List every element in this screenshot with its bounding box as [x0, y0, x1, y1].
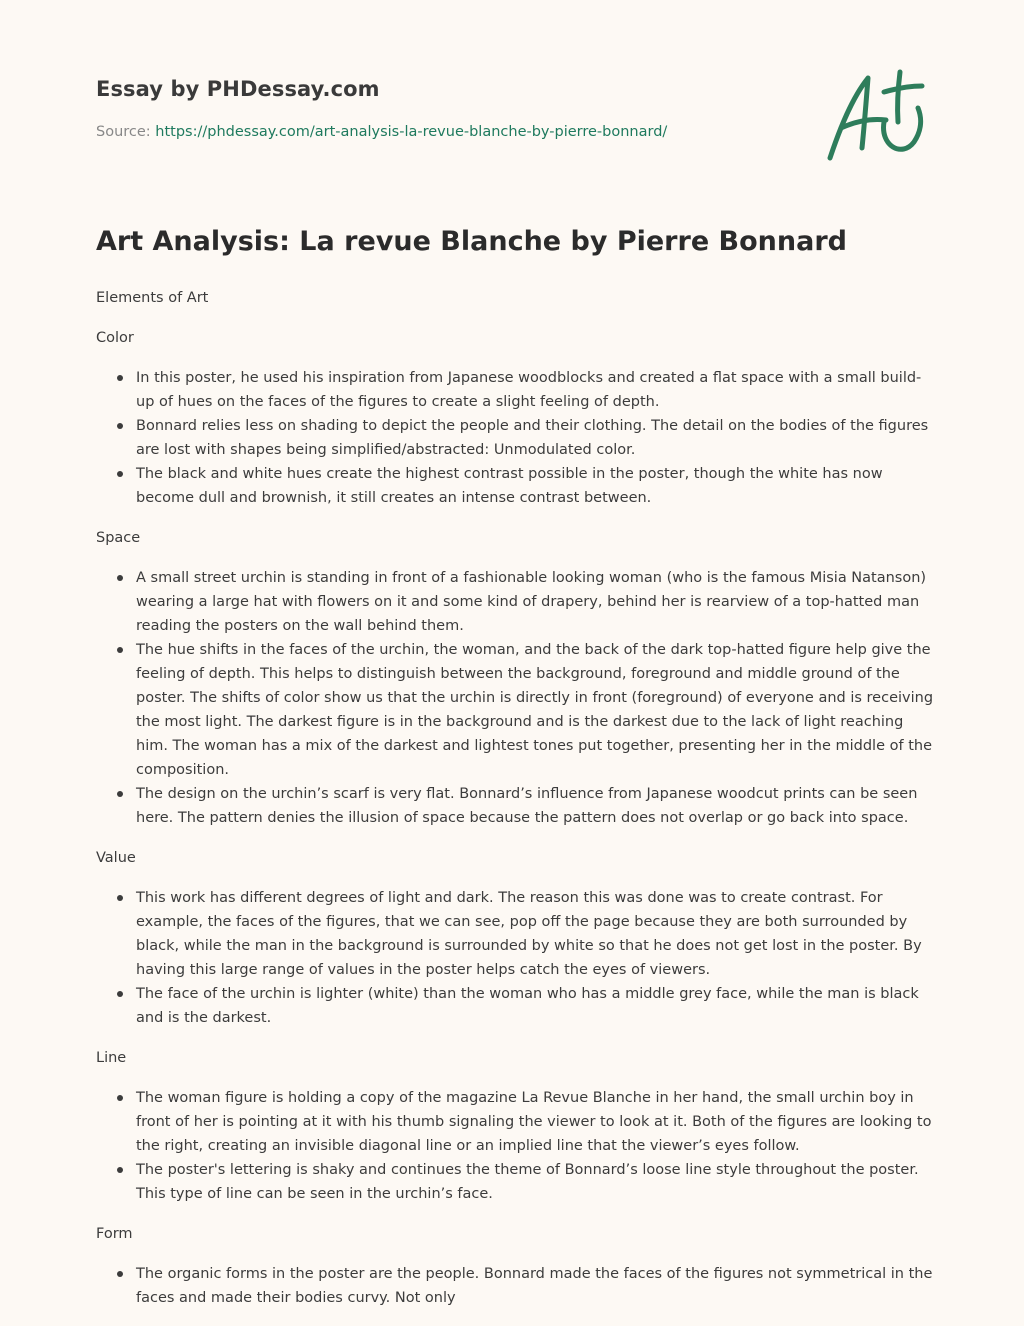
- list-item: A small street urchin is standing in front of a fashionable looking woman (who is the famous Misia Natanson) wearing a large hat with flowers on it and some kind of drapery, behind her is rearview of a top-hatted man reading the posters on the wall behind them.: [136, 566, 936, 638]
- list-item: This work has different degrees of light and dark. The reason this was done was to create contrast. For example, the faces of the figures, that we can see, pop off the page because they are both surrounded by black, while the man in the background is surrounded by white so that he does not get lost in the poster. By having this large range of values in the poster helps catch the eyes of viewers.: [136, 886, 936, 982]
- section-heading-color: Color: [96, 330, 134, 346]
- section-heading-form: Form: [96, 1226, 133, 1242]
- article-body: [96, 286, 936, 1326]
- bullet-list-space: [96, 566, 936, 830]
- list-item: The black and white hues create the highest contrast possible in the poster, though the white has now become dull and brownish, it still creates an intense contrast between.: [136, 462, 936, 510]
- source-link[interactable]: https://phdessay.com/art-analysis-la-revue-blanche-by-pierre-bonnard/: [155, 124, 668, 140]
- list-item: The design on the urchin’s scarf is very flat. Bonnard’s influence from Japanese woodcut prints can be seen here. The pattern denies the illusion of space because the pattern does not overlap or go back into space.: [136, 782, 936, 830]
- list-item: In this poster, he used his inspiration from Japanese woodblocks and created a flat space with a small build-up of hues on the faces of the figures to create a slight feeling of depth.: [136, 366, 936, 414]
- list-item: The hue shifts in the faces of the urchin, the woman, and the back of the dark top-hatted figure help give the feeling of depth. This helps to distinguish between the background, foreground and middle ground of the poster. The shifts of color show us that the urchin is directly in front (foreground) of everyone and is receiving the most light. The darkest figure is in the background and is the darkest due to the lack of light reaching him. The woman has a mix of the darkest and lightest tones put together, presenting her in the middle of the composition.: [136, 638, 936, 782]
- list-item: The poster's lettering is shaky and continues the theme of Bonnard’s loose line style throughout the poster. This type of line can be seen in the urchin’s face.: [136, 1158, 936, 1206]
- bullet-list-value: [96, 886, 936, 1030]
- article-title: Art Analysis: La revue Blanche by Pierre Bonnard: [96, 226, 847, 257]
- list-item: Bonnard relies less on shading to depict the people and their clothing. The detail on the bodies of the figures are lost with shapes being simplified/abstracted: Unmodulated color.: [136, 414, 936, 462]
- section-heading-space: Space: [96, 530, 141, 546]
- list-item: The face of the urchin is lighter (white) than the woman who has a middle grey face, while the man is black and is the darkest.: [136, 982, 936, 1030]
- section-heading-line: Line: [96, 1050, 127, 1066]
- bullet-list-line: [96, 1086, 936, 1206]
- bullet-list-form: [96, 1262, 936, 1310]
- source-line: [96, 124, 667, 140]
- section-heading-value: Value: [96, 850, 136, 866]
- list-item: The organic forms in the poster are the people. Bonnard made the faces of the figures not symmetrical in the faces and made their bodies curvy. Not only: [136, 1262, 936, 1310]
- a-plus-logo-icon: [826, 66, 926, 166]
- list-item: The woman figure is holding a copy of the magazine La Revue Blanche in her hand, the small urchin boy in front of her is pointing at it with his thumb signaling the viewer to look at it. Both of the figures are looking to the right, creating an invisible diagonal line or an implied line that the viewer’s eyes follow.: [136, 1086, 936, 1158]
- intro-paragraph: Elements of Art: [96, 290, 209, 306]
- site-brand: Essay by PHDessay.com: [96, 77, 380, 101]
- bullet-list-color: [96, 366, 936, 510]
- source-label: Source:: [96, 124, 151, 140]
